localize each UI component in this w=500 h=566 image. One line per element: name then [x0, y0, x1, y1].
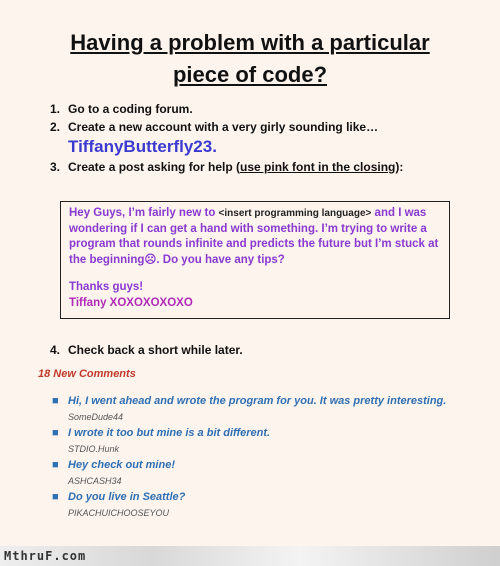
comment-author[interactable]: SomeDude44 — [68, 412, 124, 422]
comment-text[interactable]: I wrote it too but mine is a bit different. — [68, 427, 271, 439]
username-example: TiffanyButterfly23. — [68, 137, 217, 156]
step-3 — [50, 160, 403, 174]
comment-2 — [52, 427, 270, 439]
step-2 — [50, 120, 378, 134]
forum-post-box — [60, 201, 450, 319]
step-number: 1. — [50, 102, 61, 116]
post-thanks: Thanks guys! — [69, 281, 144, 293]
step-number: 3. — [50, 160, 61, 174]
title-line-1: Having a problem with a particular — [70, 30, 430, 55]
comment-author[interactable]: PIKACHUICHOOSEYOU — [68, 508, 170, 518]
site-logo[interactable]: MthruF.com — [4, 549, 87, 563]
comment-text[interactable]: Hi, I went ahead and wrote the program for you. It was pretty interesting. — [68, 395, 447, 407]
sad-face-icon: ☹ — [144, 253, 157, 266]
step-text: Go to a coding forum. — [68, 102, 193, 116]
comment-1 — [52, 395, 446, 407]
step-text: Create a new account with a very girly sounding like… — [68, 120, 379, 134]
bullet-icon: ■ — [52, 459, 59, 471]
comment-4 — [52, 491, 185, 503]
bullet-icon: ■ — [52, 427, 59, 439]
comment-3 — [52, 459, 175, 471]
title-line-2: piece of code? — [172, 62, 328, 87]
bullet-icon: ■ — [52, 491, 59, 503]
step-text: Create a post asking for help ( — [68, 160, 241, 174]
comment-text[interactable]: Do you live in Seattle? — [68, 491, 186, 503]
comments-header: 18 New Comments — [38, 368, 136, 380]
step-text-end: ): — [395, 160, 404, 174]
step-number: 4. — [50, 343, 61, 357]
comment-text[interactable]: Hey check out mine! — [68, 459, 175, 471]
post-body — [69, 206, 441, 268]
post-text-c: . Do you have any tips? — [156, 253, 285, 266]
step-number: 2. — [50, 120, 61, 134]
post-text-a: Hey Guys, I’m fairly new to — [69, 207, 219, 219]
step-4 — [50, 343, 243, 357]
footer-strip — [0, 546, 500, 566]
comment-author[interactable]: ASHCASH34 — [68, 476, 122, 486]
bullet-icon: ■ — [52, 395, 59, 407]
post-signature: Tiffany XOXOXOXOXO — [69, 296, 193, 309]
step-1 — [50, 102, 193, 116]
post-text-b: and I was wondering if I can get a hand with something. I’m trying to write a program that rounds infinite and predicts the future but I’m stuck at the beginning — [69, 207, 439, 266]
pink-font-note: use pink font in the closing — [240, 160, 396, 174]
step-text: Check back a short while later. — [68, 343, 243, 357]
comment-author[interactable]: STDIO.Hunk — [68, 444, 120, 454]
post-placeholder-tag: <insert programming language> — [218, 208, 372, 219]
